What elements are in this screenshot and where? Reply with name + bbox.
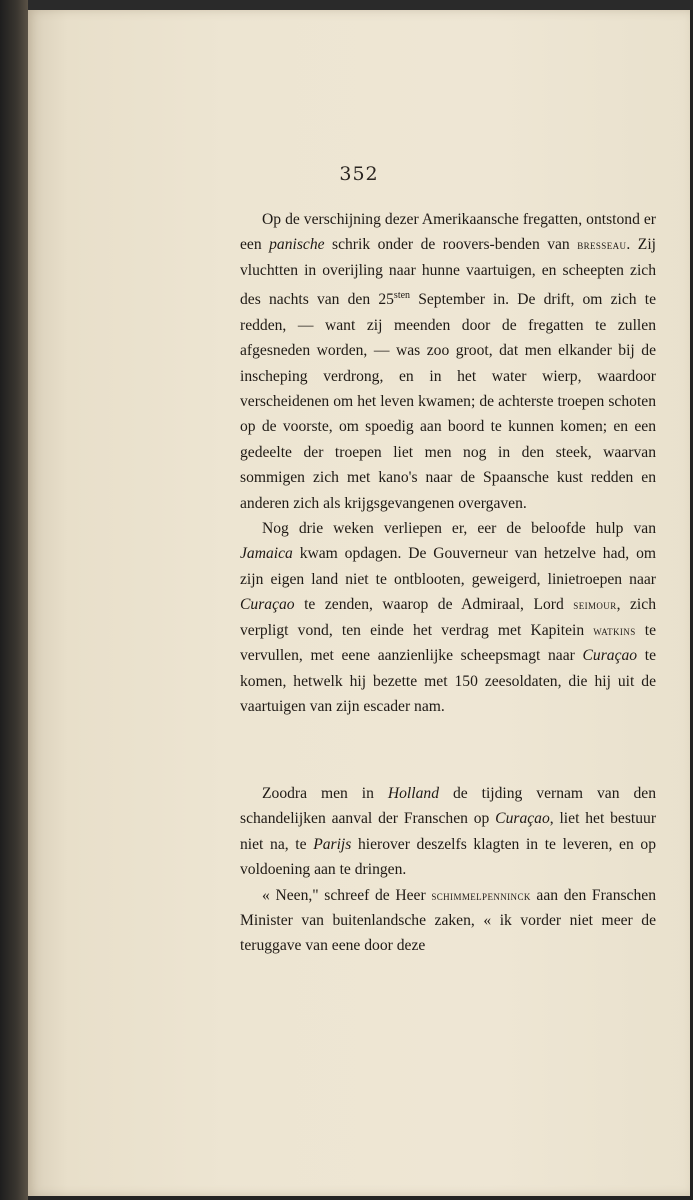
text-run: te komen, hetwelk hij bezette met 150 zeesoldaten, die hij uit de vaartuigen van zijn escader nam. xyxy=(240,647,656,715)
italic-text: Curaçao xyxy=(240,596,295,614)
paragraph xyxy=(240,516,656,719)
italic-text: Curaçao xyxy=(582,647,638,665)
text-run: hierover deszelfs klagten in te leveren, en op voldoening aan te dringen. xyxy=(240,835,656,879)
name-small-caps: schimmelpenninck xyxy=(431,887,531,903)
text-run: te vervullen, met eene aanzienlijke scheepsmagt naar xyxy=(240,621,657,665)
text-run: . Zij vluchtten in overijling naar hunne vaartuigen, en scheepten zich des nachts van den 25 xyxy=(240,236,656,309)
paragraph xyxy=(240,207,656,516)
text-run: September in. De drift, om zich te redden, — want zij meenden door de fregatten te zullen afgesneden worden, — was zoo groot, dat men elkander bij de inscheping verdrong, en in het water wierp, waardoor verscheidenen om het leven kwamen; de achterste troepen schoten op de voorste, om spoedig aan boord te kunnen komen; en een gedeelte der troepen liet men nog in den steek, waarvan sommigen zich met kano's naar de Spaansche kust redden en anderen zich als krijgsgevangenen overgaven. xyxy=(240,291,656,512)
name-small-caps: bresseau xyxy=(577,237,627,253)
text-block-lower xyxy=(240,781,656,959)
paragraph xyxy=(240,781,656,883)
italic-text: Parijs xyxy=(313,835,352,853)
book-page xyxy=(28,10,690,1196)
scan-binding-edge xyxy=(0,0,28,1200)
scan-top-edge xyxy=(28,0,693,10)
italic-text: panische xyxy=(269,236,325,254)
paragraph xyxy=(240,883,656,959)
text-run: aan den Franschen Minister van buitenlandsche zaken, « ik vorder niet meer de teruggave van eene door deze xyxy=(240,886,656,955)
text-run: te zenden, waarop de Admiraal, Lord xyxy=(294,596,574,614)
text-block-upper xyxy=(240,207,656,719)
text-run: Op de verschijning dezer Amerikaansche fregatten, ontstond er een xyxy=(240,211,656,254)
italic-text: Jamaica xyxy=(240,545,293,563)
name-small-caps: seimour xyxy=(573,597,617,613)
page-number: 352 xyxy=(339,163,379,185)
name-small-caps: watkins xyxy=(593,622,636,638)
text-run: kwam opdagen. De Gouverneur van hetzelve had, om zijn eigen land niet te ontblooten, geweigerd, linietroepen naar xyxy=(240,545,656,588)
text-run: de tijding vernam van den schandelijken aanval der Franschen op xyxy=(240,785,656,828)
text-run: , zich verpligt vond, ten einde het verdrag met Kapitein xyxy=(240,596,656,639)
italic-text: Holland xyxy=(387,785,439,802)
text-run: , liet het bestuur niet na, te xyxy=(240,810,657,853)
text-run: Zoodra men in xyxy=(262,785,388,802)
ordinal-superscript: sten xyxy=(393,290,411,302)
text-run: schrik onder de roovers-benden van xyxy=(324,236,578,254)
italic-text: Curaçao xyxy=(495,810,550,828)
text-run: Nog drie weken verliepen er, eer de beloofde hulp van xyxy=(262,520,656,538)
text-run: « Neen," schreef de Heer xyxy=(262,886,432,904)
